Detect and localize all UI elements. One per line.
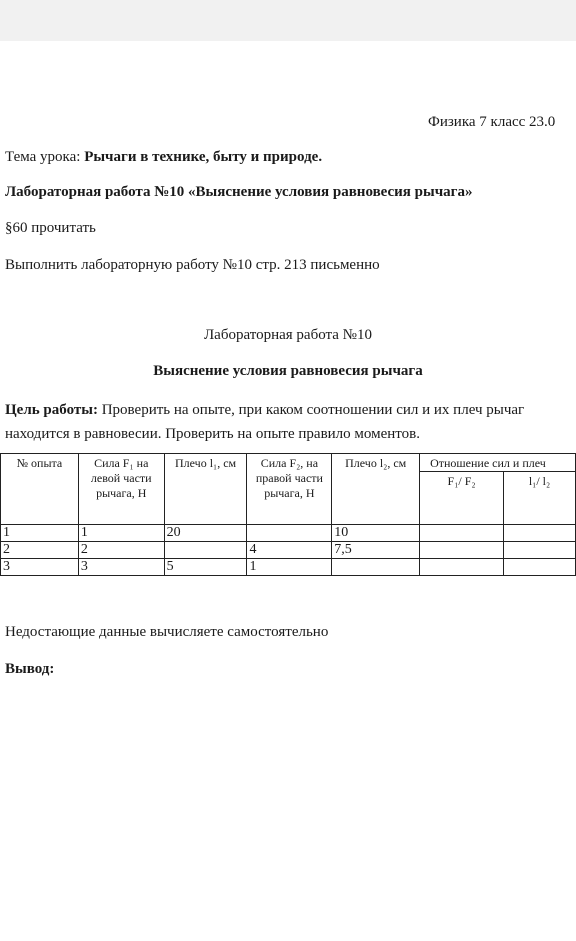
table-cell: 20	[164, 525, 247, 542]
header-experiment-number: № опыта	[1, 454, 79, 525]
table-cell: 2	[78, 542, 164, 559]
experiment-table	[0, 453, 576, 576]
lab-goal-label: Цель работы:	[5, 402, 102, 418]
table-cell: 1	[1, 525, 79, 542]
reading-assignment: §60 прочитать	[5, 220, 96, 236]
table-cell: 7,5	[332, 542, 420, 559]
table-cell	[247, 525, 332, 542]
lesson-topic	[5, 148, 322, 166]
table-cell	[420, 559, 504, 576]
subject-date-header: Физика 7 класс 23.0	[428, 114, 556, 130]
table-cell	[420, 542, 504, 559]
lab-work-title: Лабораторная работа №10 «Выяснение условия равновесия рычага»	[5, 184, 473, 200]
header-ratio: Отношение сил и плеч	[420, 454, 576, 472]
missing-data-note: Недостающие данные вычисляете самостоятельно	[5, 624, 329, 640]
table-cell	[164, 542, 247, 559]
top-bar	[0, 0, 576, 41]
table-cell: 4	[247, 542, 332, 559]
table-cell: 2	[1, 542, 79, 559]
table-cell: 1	[78, 525, 164, 542]
table-row	[1, 525, 576, 542]
table-row	[1, 559, 576, 576]
table-cell	[504, 542, 576, 559]
table-cell: 3	[1, 559, 79, 576]
table-row	[1, 542, 576, 559]
lesson-topic-title: Рычаги в технике, быту и природе.	[84, 149, 323, 165]
table-cell: 10	[332, 525, 420, 542]
lab-heading: Лабораторная работа №10	[204, 327, 372, 343]
conclusion-label: Вывод:	[5, 661, 55, 677]
table-cell: 5	[164, 559, 247, 576]
header-force-left: Сила F₁ на левой части рычага, Н	[78, 454, 164, 525]
table-cell	[504, 559, 576, 576]
subheader-force-ratio: F₁/ F₂	[420, 472, 504, 525]
header-arm-right: Плечо l₂, см	[332, 454, 420, 525]
table-cell	[332, 559, 420, 576]
lab-goal	[5, 398, 571, 446]
table-cell: 1	[247, 559, 332, 576]
lesson-topic-label: Тема урока:	[5, 149, 85, 165]
header-force-right: Сила F₂, на правой части рычага, Н	[247, 454, 332, 525]
header-arm-left: Плечо l₁, см	[164, 454, 247, 525]
homework-task: Выполнить лабораторную работу №10 стр. 213 письменно	[5, 257, 380, 273]
table-cell	[504, 525, 576, 542]
lab-goal-text: Проверить на опыте, при каком соотношении сил и их плеч рычаг находится в равновесии. Проверить на опыте правило моментов.	[5, 402, 525, 442]
table-cell	[420, 525, 504, 542]
subheader-arm-ratio: l₁/ l₂	[504, 472, 576, 525]
table-cell: 3	[78, 559, 164, 576]
lab-subheading: Выяснение условия равновесия рычага	[153, 363, 423, 379]
